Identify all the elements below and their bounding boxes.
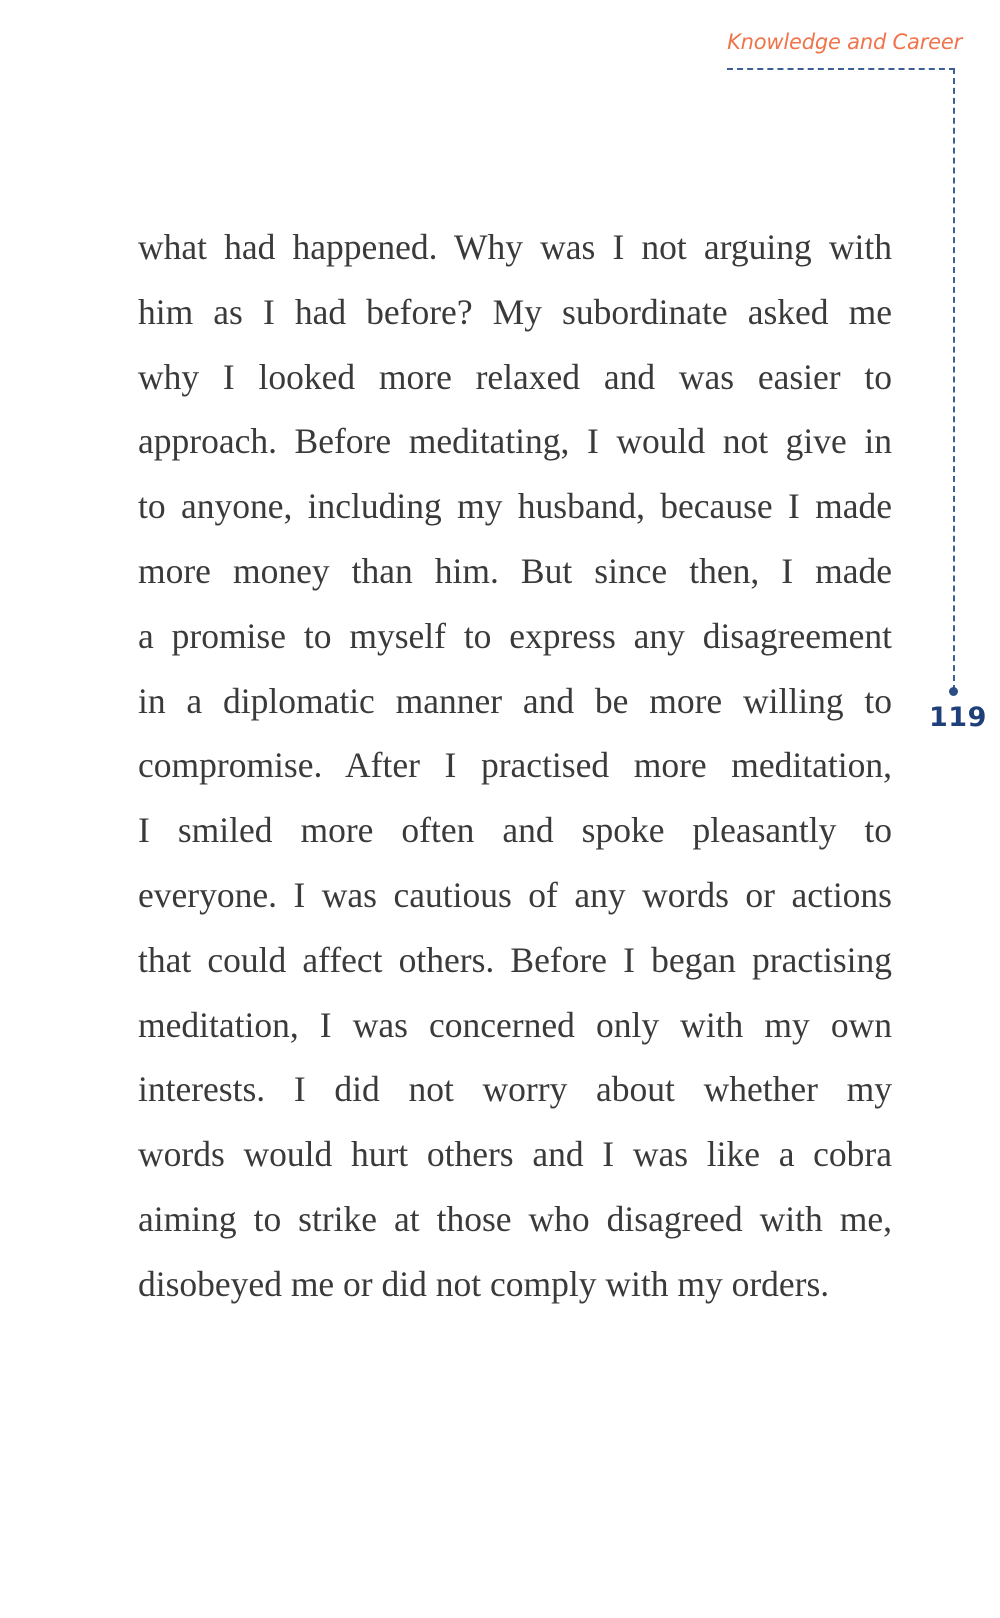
text-line: that could affect others. Before I began practising (138, 939, 892, 980)
rule-end-dot (949, 687, 958, 696)
text-line: in a diplomatic manner and be more willing to (138, 680, 892, 721)
text-line: to anyone, including my husband, because I made (138, 486, 892, 527)
text-line: him as I had before? My subordinate asked me (138, 291, 892, 332)
page-number: 119 (929, 702, 987, 733)
text-line: interests. I did not worry about whether my (138, 1069, 892, 1110)
text-line: compromise. After I practised more meditation, (138, 745, 892, 786)
text-line: approach. Before meditating, I would not give in (138, 421, 892, 462)
body-paragraph (138, 215, 892, 1317)
text-line: everyone. I was cautious of any words or actions (138, 874, 892, 915)
running-head: Knowledge and Career (727, 30, 962, 54)
text-line: why I looked more relaxed and was easier to (138, 356, 892, 397)
text-line: I smiled more often and spoke pleasantly to (138, 810, 892, 851)
margin-dashed-rule (953, 68, 955, 691)
text-line: aiming to strike at those who disagreed with me, (138, 1198, 892, 1239)
text-line: words would hurt others and I was like a cobra (138, 1134, 892, 1175)
text-line: disobeyed me or did not comply with my orders. (138, 1263, 830, 1304)
header-dashed-rule (727, 68, 955, 70)
text-line: a promise to myself to express any disagreement (138, 615, 892, 656)
text-line: what had happened. Why was I not arguing with (138, 227, 892, 267)
text-line: more money than him. But since then, I made (138, 550, 892, 591)
text-line: meditation, I was concerned only with my own (138, 1004, 892, 1045)
